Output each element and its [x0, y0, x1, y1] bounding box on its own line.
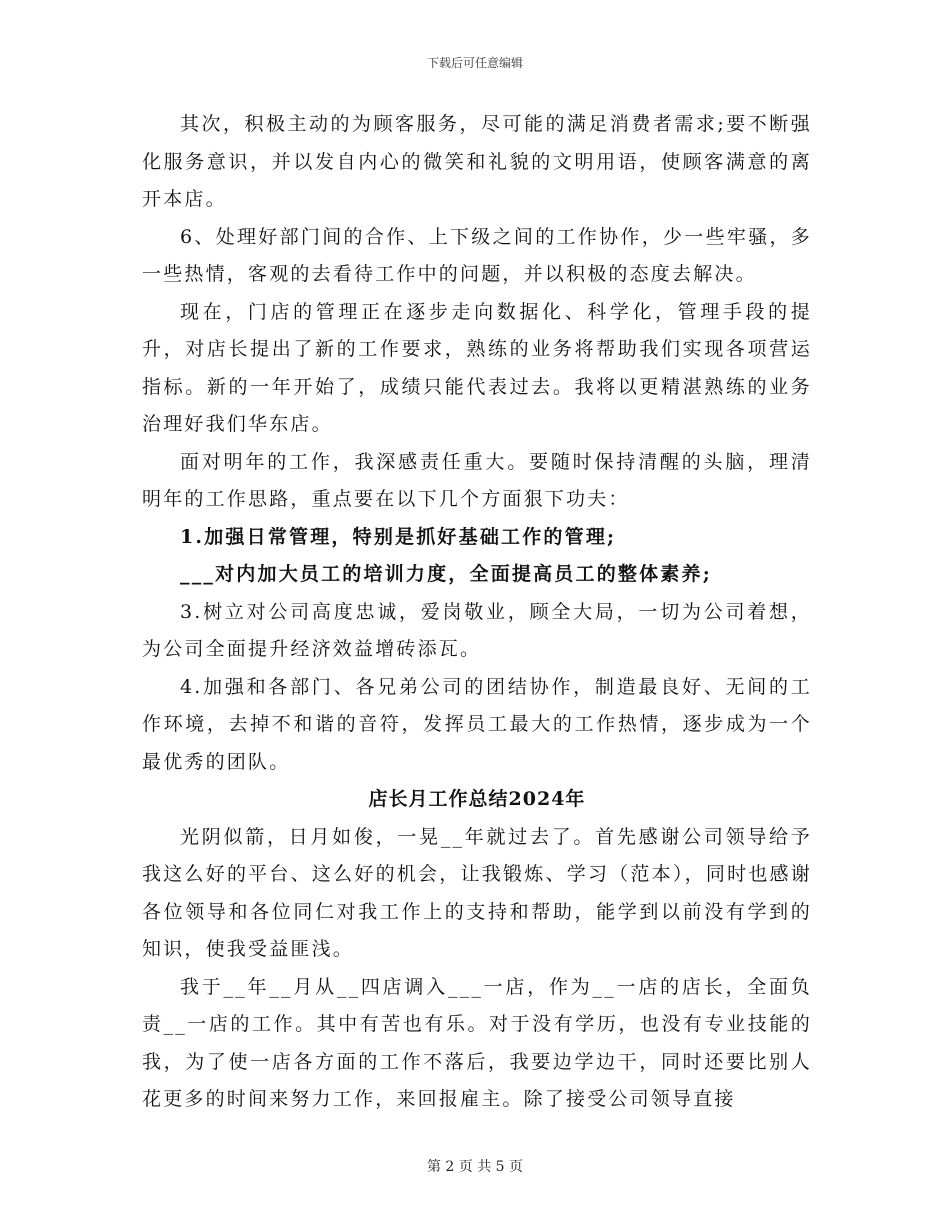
paragraph: 3.树立对公司高度忠诚，爱岗敬业，顾全大局，一切为公司着想，为公司全面提升经济效益增砖添瓦。 — [142, 600, 812, 660]
paragraph: 其次，积极主动的为顾客服务，尽可能的满足消费者需求;要不断强化服务意识，并以发自内心的微笑和礼貌的文明用语，使顾客满意的离开本店。 — [142, 113, 812, 210]
page-header: 下载后可任意编辑 — [426, 56, 523, 70]
paragraph: 现在，门店的管理正在逐步走向数据化、科学化，管理手段的提升，对店长提出了新的工作要求，熟练的业务将帮助我们实现各项营运指标。新的一年开始了，成绩只能代表过去。我将以更精湛熟练的业务治理好我们华东店。 — [142, 300, 812, 435]
paragraph: 6、处理好部门间的合作、上下级之间的工作协作，少一些牢骚，多一些热情，客观的去看待工作中的问题，并以积极的态度去解决。 — [142, 225, 812, 285]
document-body — [142, 106, 812, 1119]
paragraph: 4.加强和各部门、各兄弟公司的团结协作，制造最良好、无间的工作环境，去掉不和谐的音符，发挥员工最大的工作热情，逐步成为一个最优秀的团队。 — [142, 675, 812, 773]
paragraph: 面对明年的工作，我深感责任重大。要随时保持清醒的头脑，理清明年的工作思路，重点要在以下几个方面狠下功夫： — [142, 450, 812, 510]
paragraph: 我于__年__月从__四店调入___一店，作为__一店的店长，全面负责__一店的工作。其中有苦也有乐。对于没有学历，也没有专业技能的我，为了使一店各方面的工作不落后，我要边学边干，同时还要比别人花更多的时间来努力工作，来回报雇主。除了接受公司领导直接 — [142, 975, 812, 1110]
paragraph-bold-item-2: ___对内加大员工的培训力度，全面提高员工的整体素养; — [180, 563, 712, 585]
paragraph: 光阴似箭，日月如俊，一晃__年就过去了。首先感谢公司领导给予我这么好的平台、这么好的机会，让我锻炼、学习（范本），同时也感谢各位领导和各位同仁对我工作上的支持和帮助，能学到以前没有学到的知识，使我受益匪浅。 — [142, 825, 812, 960]
section-title: 店长月工作总结2024年 — [368, 788, 586, 810]
page-footer: 第 2 页 共 5 页 — [426, 1159, 524, 1175]
paragraph-bold-item-1: 1.加强日常管理，特别是抓好基础工作的管理; — [180, 525, 617, 548]
